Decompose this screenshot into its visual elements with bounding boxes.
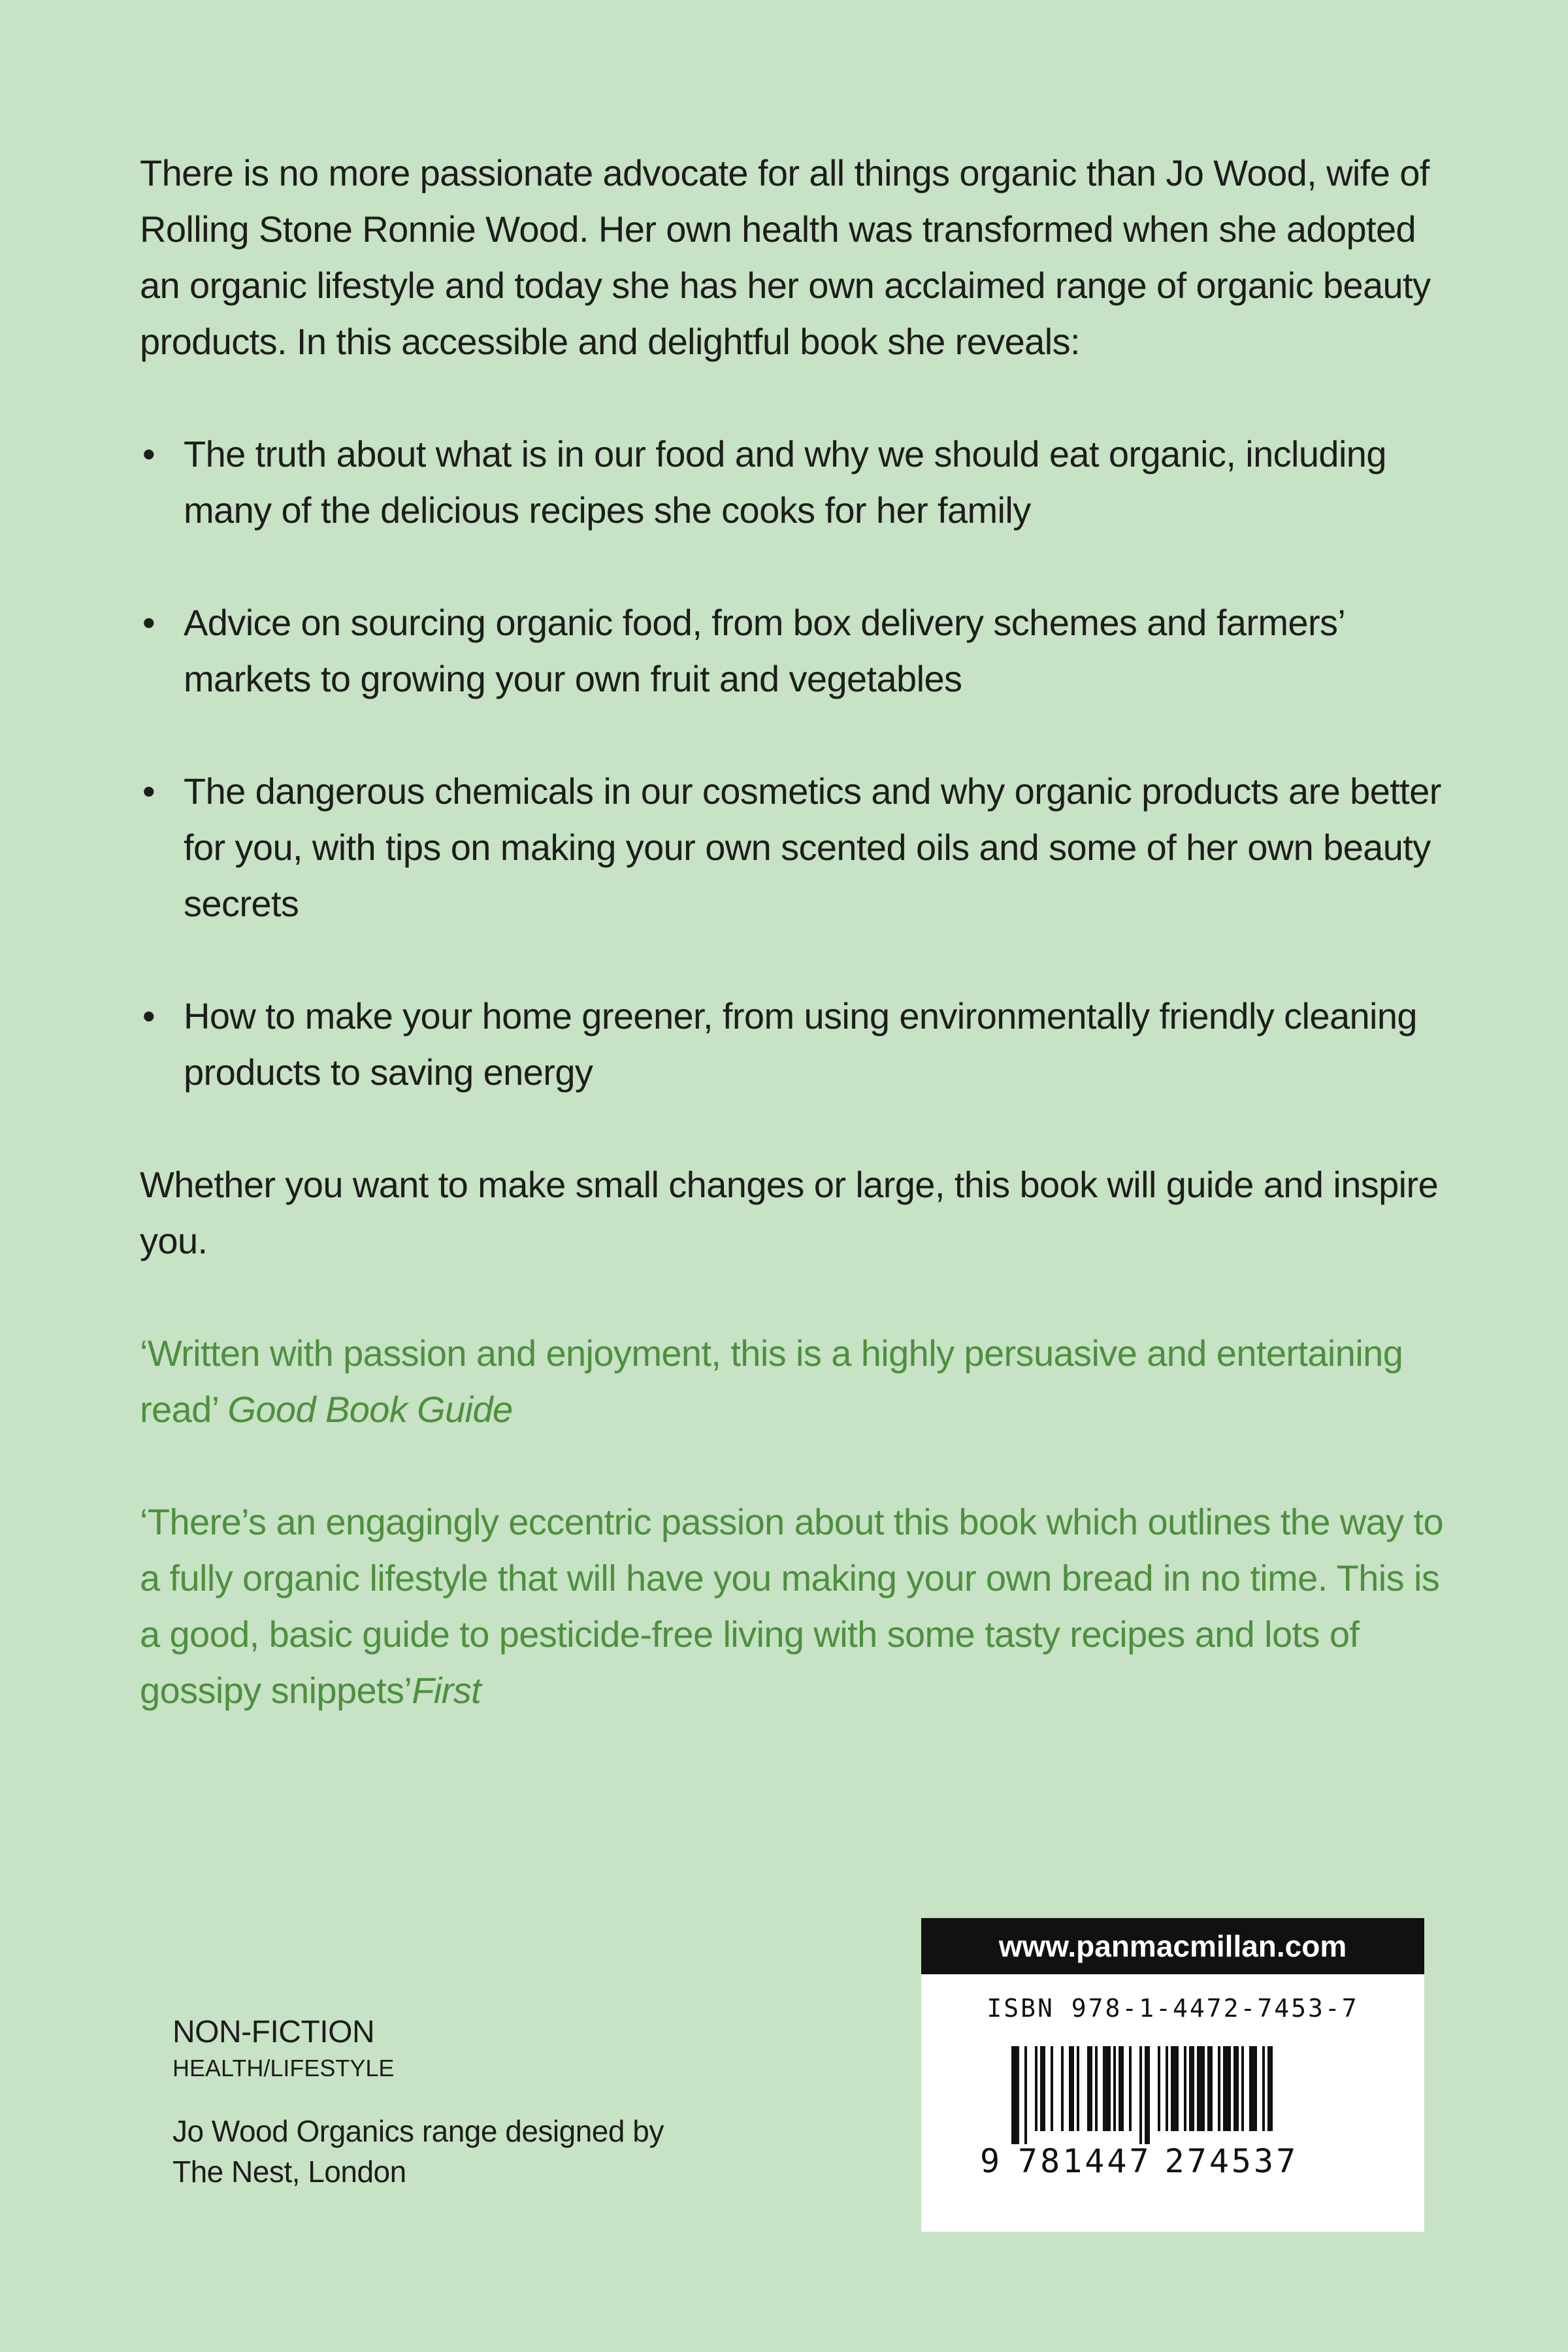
list-item [140,595,1446,707]
barcode-bar [1040,2046,1045,2131]
back-cover-copy [140,145,1446,1775]
barcode-bar [1051,2046,1053,2131]
barcode-digit-group: 781447 [1018,2142,1152,2180]
barcode-bar [1129,2046,1132,2131]
barcode-bar [1095,2046,1098,2131]
barcode-icon [980,2046,1365,2144]
bullet-icon: • [142,995,155,1036]
barcode-bar [1061,2046,1064,2131]
closing-paragraph: Whether you want to make small changes or large, this book will guide and inspire you. [140,1164,1439,1261]
barcode-bar [1189,2046,1194,2131]
quote-source: First [412,1670,482,1711]
footer-info [172,2013,760,2192]
barcode-bar [1166,2046,1168,2131]
barcode-bar [1069,2046,1074,2131]
barcode-bar [1139,2046,1142,2144]
barcode-bar [1113,2046,1116,2131]
barcode-bar [1197,2046,1205,2131]
barcode-bar [1103,2046,1111,2131]
barcode-panel [921,1918,1424,2232]
barcode-bar [1262,2046,1265,2131]
barcode-bar [1207,2046,1213,2131]
quote-source: Good Book Guide [227,1389,513,1430]
quote-text: ‘Written with passion and enjoyment, this is a highly persuasive and entertaining read’ [140,1333,1403,1430]
barcode-bar [1171,2046,1179,2131]
barcode-bar [1267,2046,1273,2131]
subcategory-label: HEALTH/LIFESTYLE [172,2055,395,2081]
barcode-bar [1145,2046,1150,2144]
barcode-digits [980,2142,1359,2181]
list-item [140,763,1446,932]
barcode-digit-group: 274537 [1164,2142,1299,2180]
barcode-bar [1077,2046,1079,2131]
barcode-bar [1035,2046,1037,2131]
isbn-label: ISBN 978-1-4472-7453-7 [987,1994,1359,2023]
review-quote [140,1325,1446,1438]
category-label: NON-FICTION [172,2015,375,2049]
barcode-bar [1087,2046,1092,2131]
barcode-bar [1233,2046,1239,2131]
barcode-bar [1223,2046,1231,2131]
barcode-bar [1218,2046,1220,2131]
list-item [140,426,1446,538]
barcode-bar [1158,2046,1160,2131]
barcode-bar [1024,2046,1027,2144]
bullet-icon: • [142,433,155,474]
list-item-text: The dangerous chemicals in our cosmetics and why organic products are better for you, with tips on making your own scented oils and some of her own beauty secrets [184,770,1441,924]
bullet-icon: • [142,602,155,643]
bullet-icon: • [142,770,155,812]
publisher-url: www.panmacmillan.com [921,1918,1424,1974]
design-credit-line: The Nest, London [172,2155,406,2189]
barcode-bar [1241,2046,1244,2131]
barcode-bar [1119,2046,1124,2131]
barcode-digit-first: 9 [980,2142,1000,2180]
list-item-text: Advice on sourcing organic food, from box delivery schemes and farmers’ markets to growing your own fruit and vegetables [184,602,1345,699]
review-quote [140,1494,1446,1719]
barcode-bar [1184,2046,1186,2131]
list-item [140,988,1446,1101]
list-item-text: How to make your home greener, from using environmentally friendly cleaning products to saving energy [184,995,1417,1093]
barcode-bar [1011,2046,1019,2144]
barcode-bar [1249,2046,1257,2131]
intro-paragraph: There is no more passionate advocate for all things organic than Jo Wood, wife of Rolling Stone Ronnie Wood. Her own health was transformed when she adopted an organic lifestyle and today she has her own acclaimed range of organic beauty products. In this accessible and delightful book she reveals: [140,152,1431,362]
design-credit-line: Jo Wood Organics range designed by [172,2114,664,2148]
list-item-text: The truth about what is in our food and why we should eat organic, including many of the delicious recipes she cooks for her family [184,433,1386,531]
quote-text: ‘There’s an engagingly eccentric passion about this book which outlines the way to a fully organic lifestyle that will have you making your own bread in no time. This is a good, basic guide to pesticide-free living with some tasty recipes and lots of gossipy snippets’ [140,1501,1443,1711]
feature-list [140,426,1446,1101]
